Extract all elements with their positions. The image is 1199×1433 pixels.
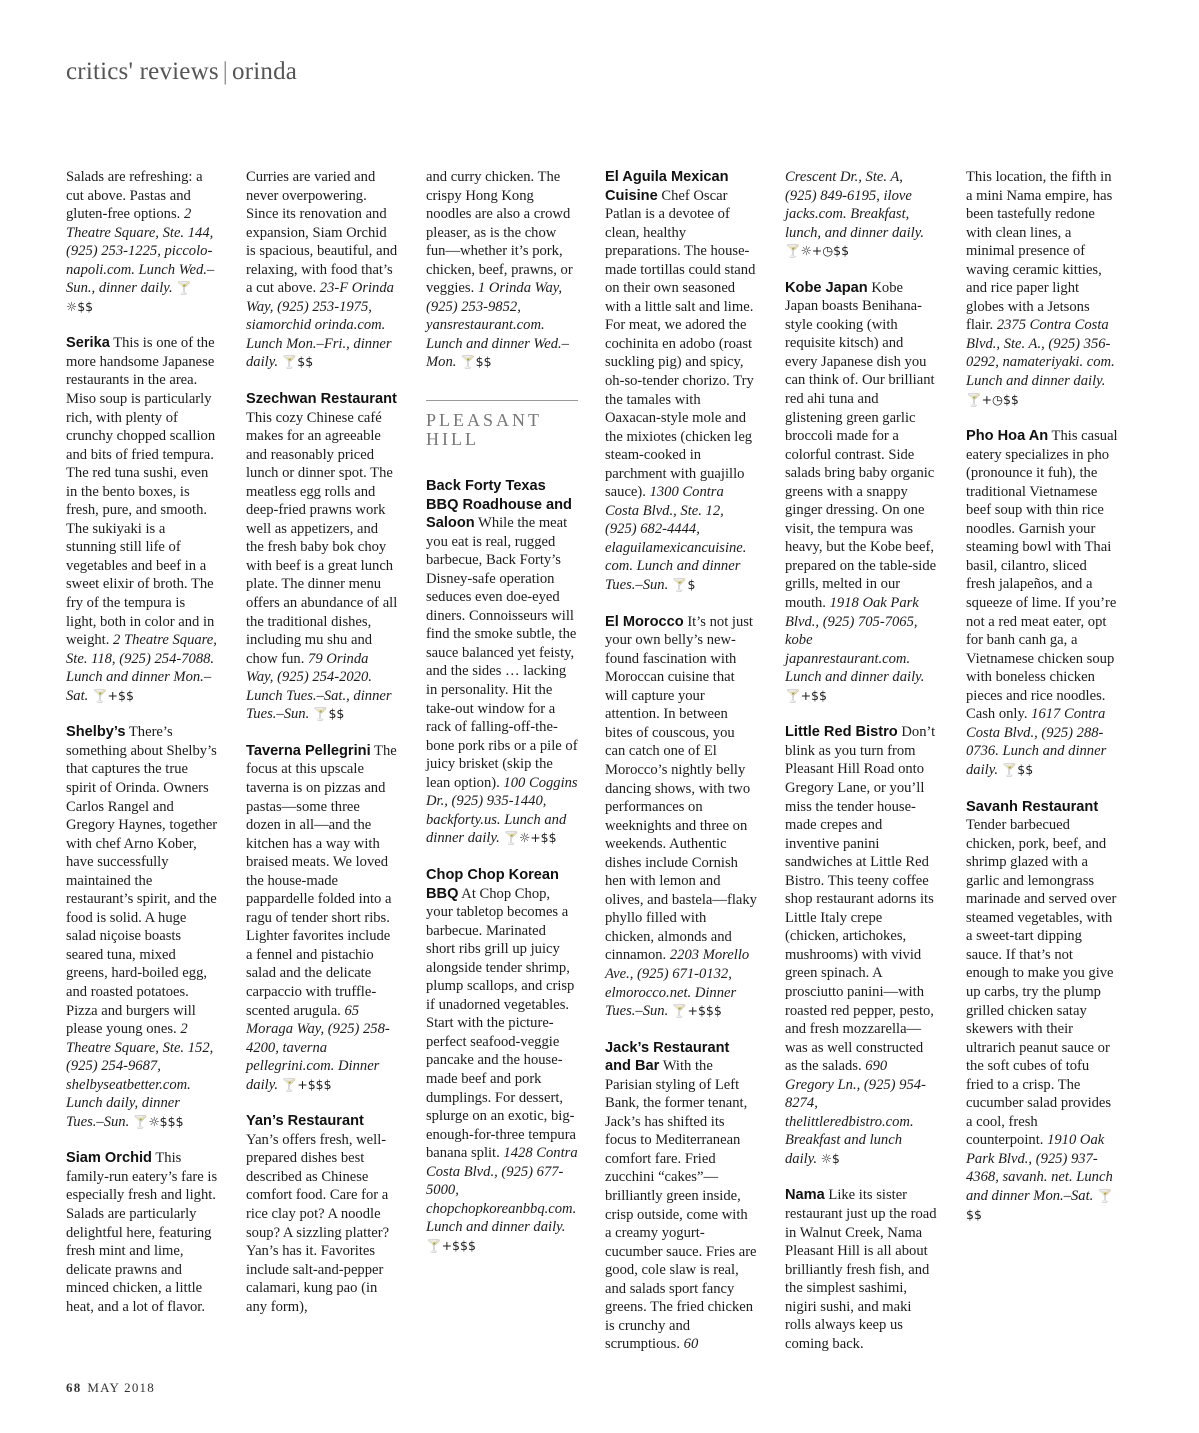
restaurant-name: El Morocco [605, 613, 684, 630]
price-symbols: 🍸+$$$ [426, 1237, 476, 1253]
review-entry [605, 613, 757, 1021]
price-symbols: 🍸☼+$$ [503, 830, 557, 846]
restaurant-name: Nama [785, 1187, 825, 1204]
review-info: 2 Theatre Square, Ste. 152, (925) 254-9687, shelbyseatbetter.com. Lunch daily, dinner Tues.–Sun. [66, 1021, 214, 1130]
review-info: 2203 Morello Ave., (925) 671-0132, elmorocco.net. Dinner Tues.–Sun. [605, 947, 750, 1020]
review-entry [426, 477, 578, 848]
review-body: This casual eatery specializes in pho (pronounce it fuh), the traditional Vietnamese beef soup with thin rice noodles. Garnish your steaming bowl with Thai basil, cilantro, sliced fresh jalapeños, and a squeeze of lime. If you’re not a red meat eater, opt for banh canh ga, a Vietnamese chicken soup with boneless chicken pieces and rice noodles. Cash only. [966, 428, 1118, 723]
section-label: critics' reviews [66, 58, 219, 85]
restaurant-name: Savanh Restaurant [966, 798, 1099, 815]
price-symbols: 🍸$$ [1001, 761, 1034, 777]
review-entry [966, 798, 1118, 1225]
restaurant-name: Kobe Japan [785, 279, 868, 296]
review-column-4 [605, 168, 757, 1372]
review-entry [246, 168, 398, 372]
price-symbols: 🍸$$ [281, 354, 314, 370]
review-entry [426, 168, 578, 372]
review-info: 1910 Oak Park Blvd., (925) 937-4368, savanh. net. Lunch and dinner Mon.–Sat. [966, 1132, 1113, 1204]
review-body: This location, the fifth in a mini Nama empire, has been tastefully redone with clean lines, a minimal presence of waving ceramic kitties, and rice paper light globes with a Jetsons flair. [966, 169, 1113, 334]
review-column-6 [966, 168, 1118, 1242]
price-symbols: ☼$ [820, 1150, 840, 1166]
price-symbols: 🍸+$$$ [281, 1076, 332, 1092]
price-symbols: 🍸$$ [460, 354, 492, 370]
review-entry [66, 1149, 218, 1316]
issue-date: MAY 2018 [87, 1380, 155, 1395]
restaurant-name: Siam Orchid [66, 1150, 152, 1167]
review-entry [426, 866, 578, 1255]
price-symbols: 🍸+$$ [785, 687, 827, 703]
review-entry [246, 742, 398, 1094]
review-body: At Chop Chop, your tabletop becomes a barbecue. Marinated short ribs grill up juicy alongside tender shrimp, plump scallops, and crisp if unadorned vegetables. Start with the picture-perfect seafood-veggie pancake and the house-made beef and pork dumplings. For dessert, splurge on an exotic, big-enough-for-three tempura banana split. [426, 885, 577, 1162]
restaurant-name: Pho Hoa An [966, 428, 1049, 445]
price-symbols: 🍸+$$ [91, 687, 134, 703]
review-body: It’s not just your own belly’s new-found fascination with Moroccan cuisine that will capture your attention. In between bites of couscous, you can catch one of El Morocco’s nightly belly dancing shows, with two performances on weeknights and three on weekends. Authentic dishes include Cornish hen with lemon and olives, and bastela—flaky phyllo filled with chicken, almonds and cinnamon. [605, 613, 757, 964]
review-body: There’s something about Shelby’s that captures the true spirit of Orinda. Owners Carlos Rangel and Gregory Haynes, together with chef Arno Kober, have successfully maintained the restaurant’s spirit, and the food is solid. A huge salad niçoise boasts seared tuna, mixed greens, hard-boiled egg, and roasted potatoes. Pizza and burgers will please young ones. [66, 724, 218, 1038]
review-body: Curries are varied and never overpowering. Since its renovation and expansion, Siam Orchid is spacious, beautiful, and relaxing, with food that’s a cut above. [246, 169, 398, 297]
review-info: 65 Moraga Way, (925) 258-4200, taverna pellegrini.com. Dinner daily. [246, 1002, 390, 1093]
review-info: 690 Gregory Ln., (925) 954-8274, thelittleredbistro.com. Breakfast and lunch daily. [785, 1058, 926, 1167]
review-column-2 [246, 168, 398, 1334]
price-symbols: 🍸☼$$$ [132, 1113, 184, 1129]
restaurant-name: Serika [66, 335, 110, 352]
review-body: Kobe Japan boasts Benihana-style cooking (with requisite kitsch) and every Japanese dish you can think of. Our brilliant red ahi tuna and glistening green garlic broccoli made for a colorful contrast. Side salads bring baby organic greens with a snappy ginger dressing. On one visit, the tempura was heavy, but the Kobe beef, prepared on the table-side grills, melted in our mouth. [785, 279, 937, 612]
price-symbols: 🍸☼$$ [66, 280, 192, 314]
review-entry [246, 1112, 398, 1316]
review-body: This family-run eatery’s fare is especially fresh and light. Salads are particularly delightful here, featuring fresh mint and lime, delicate prawns and minced chicken, a little heat, and a lot of flavor. [66, 1150, 218, 1315]
restaurant-name: Yan’s Restaurant [246, 1113, 364, 1130]
price-symbols: 🍸$$ [966, 1187, 1113, 1222]
header-divider: | [222, 58, 229, 85]
review-body: Like its sister restaurant just up the road in Walnut Creek, Nama Pleasant Hill is all about brilliantly fresh fish, and the simplest sashimi, nigiri sushi, and maki rolls always keep us coming back. [785, 1187, 937, 1352]
review-column-3 [426, 168, 578, 1273]
restaurant-name: Little Red Bistro [785, 724, 898, 741]
review-column-5 [785, 168, 937, 1371]
review-body: Tender barbecued chicken, pork, beef, and shrimp glazed with a garlic and lemongrass marinade and served over steamed vegetables, with a sweet-tart dipping sauce. If that’s not enough to make you give up carbs, try the plump grilled chicken satay skewers with their ultrarich peanut sauce or the soft cubes of tofu fried to a crisp. The cucumber salad provides a cool, fresh counterpoint. [966, 817, 1117, 1149]
review-info: 1 Orinda Way, (925) 253-9852, yansrestaurant.com. Lunch and dinner Wed.–Mon. [426, 280, 569, 371]
review-body: This is one of the more handsome Japanese restaurants in the area. Miso soup is particularly rich, with plenty of crunchy chopped scallion and bits of fried tempura. The red tuna sushi, even in the bento boxes, is fresh, pure, and smooth. The sukiyaki is a stunning still life of vegetables and beef in a sweet elixir of broth. The fry of the tempura is light, both in color and in weight. [66, 335, 216, 649]
price-symbols: 🍸+◷$$ [966, 391, 1019, 407]
review-entry [785, 279, 937, 706]
review-info: 2 Theatre Square, Ste. 118, (925) 254-7088. Lunch and dinner Mon.–Sat. [66, 632, 217, 704]
review-entry [66, 723, 218, 1131]
restaurant-name: Back Forty Texas BBQ Roadhouse and Saloon [426, 478, 572, 532]
review-body: The focus at this upscale taverna is on pizzas and pastas—some three dozen in all—and the kitchen has a way with braised meats. We loved the house-made pappardelle folded into a ragu of tender short ribs. Lighter favorites include a fennel and pistachio salad and the delicate carpaccio with truffle-scented arugula. [246, 742, 397, 1019]
review-info: 1918 Oak Park Blvd., (925) 705-7065, kobe japanrestaurant.com. Lunch and dinner daily. [785, 595, 925, 686]
price-symbols: 🍸$ [671, 577, 696, 593]
review-body: and curry chicken. The crispy Hong Kong noodles are also a crowd pleaser, as is the chow fun—whether it’s pork, chicken, beef, prawns, or veggies. [426, 169, 573, 297]
review-info: Crescent Dr., Ste. A, (925) 849-6195, ilove jacks.com. Breakfast, lunch, and dinner daily. [785, 169, 925, 241]
review-entry [605, 1039, 757, 1354]
review-entry [66, 334, 218, 705]
price-symbols: 🍸$$ [312, 706, 345, 722]
review-entry [605, 168, 757, 595]
review-info: 2375 Contra Costa Blvd., Ste. A., (925) 356-0292, namateriyaki. com. Lunch and dinner daily. [966, 317, 1115, 390]
review-info: 1300 Contra Costa Blvd., Ste. 12, (925) 682-4444, elaguilamexicancuisine. com. Lunch and dinner Tues.–Sun. [605, 484, 747, 594]
review-info: 60 [683, 1336, 699, 1353]
review-body: With the Parisian styling of Left Bank, the former tenant, Jack’s has shifted its focus to Mediterranean comfort fare. Fried zucchini “cakes”—brilliantly green inside, crisp outside, come with a creamy yogurt-cucumber sauce. Fries are good, cole slaw is real, and salads sport fancy greens. The fried chicken is crunchy and scrumptious. [605, 1058, 757, 1353]
restaurant-name: Chop Chop Korean BBQ [426, 866, 559, 902]
review-entry [785, 168, 937, 261]
review-entry [785, 723, 937, 1168]
review-body: Don’t blink as you turn from Pleasant Hill Road onto Gregory Lane, or you’ll miss the tender house-made crepes and inventive panini sandwiches at Little Red Bistro. This teeny coffee shop restaurant adorns its Little Italy crepe (chicken, artichokes, mushrooms) with vivid green spinach. A prosciutto panini—with roasted red pepper, pesto, and fresh mozzarella—was as well constructed as the salads. [785, 724, 936, 1075]
page-header [66, 58, 297, 86]
review-body: Chef Oscar Patlan is a devotee of clean, healthy preparations. The house-made tortillas could stand on their own seasoned with a little salt and lime. For meat, we adored the cochinita en adobo (roast suckling pig) and spicy, oh-so-tender chorizo. Try the tamales with Oaxacan-style mole and the mixiotes (chicken leg steam-cooked in parchment with guajillo sauce). [605, 187, 756, 501]
page-number: 68 [66, 1380, 82, 1395]
review-info: 1617 Contra Costa Blvd., (925) 288-0736. Lunch and dinner daily. [966, 706, 1107, 778]
review-body: While the meat you eat is real, rugged barbecue, Back Forty’s Disney-safe operation seduces even doe-eyed diners. Connoisseurs will find the smoke subtle, the sauce balanced yet feisty, and the sides … lacking in personality. Hit the take-out window for a rack of falling-off-the-bone pork ribs or a pile of juicy brisket (skip the lean option). [426, 515, 578, 791]
price-symbols: 🍸☼+◷$$ [785, 243, 850, 259]
restaurant-name: Shelby’s [66, 724, 126, 741]
section-heading-pleasant-hill: PLEASANT HILL [426, 400, 578, 449]
restaurant-name: Taverna Pellegrini [246, 742, 371, 759]
restaurant-name: Jack’s Restaurant and Bar [605, 1039, 730, 1075]
review-info: 100 Coggins Dr., (925) 935-1440, backforty.us. Lunch and dinner daily. [426, 774, 578, 847]
review-entry [966, 168, 1118, 409]
review-info: 2 Theatre Square, Ste. 144, (925) 253-1225, piccolo-napoli.com. Lunch Wed.–Sun., dinner daily. [66, 206, 215, 297]
review-column-1 [66, 168, 218, 1334]
review-entry [785, 1186, 937, 1353]
review-info: 23-F Orinda Way, (925) 253-1975, siamorchid orinda.com. Lunch Mon.–Fri., dinner daily. [246, 280, 394, 371]
review-entry [966, 427, 1118, 779]
review-body: Yan’s offers fresh, well-prepared dishes best described as Chinese comfort food. Care for a rice clay pot? A noodle soup? A sizzling platter? Yan’s has it. Favorites include salt-and-pepper calamari, kung pao (in any form), [246, 1131, 390, 1315]
review-body: Salads are refreshing: a cut above. Pastas and gluten-free options. [66, 169, 203, 223]
city-label: orinda [232, 58, 298, 85]
price-symbols: 🍸+$$$ [671, 1003, 722, 1019]
review-entry [246, 390, 398, 724]
review-info: 1428 Contra Costa Blvd., (925) 677-5000, chopchopkoreanbbq.com. Lunch and dinner daily. [426, 1145, 578, 1236]
review-entry [66, 168, 218, 316]
restaurant-name: Szechwan Restaurant [246, 391, 397, 408]
restaurant-name: El Aguila Mexican Cuisine [605, 169, 729, 204]
review-info: 79 Orinda Way, (925) 254-2020. Lunch Tues.–Sat., dinner Tues.–Sun. [246, 650, 392, 723]
review-body: This cozy Chinese café makes for an agreeable and reasonably priced lunch or dinner spot. The meatless egg rolls and deep-fried prawns work well as appetizers, and the fresh baby bok choy with beef is a great lunch plate. The dinner menu offers an abundance of all the traditional dishes, including mu shu and chow fun. [246, 409, 398, 667]
page-footer [66, 1380, 155, 1396]
